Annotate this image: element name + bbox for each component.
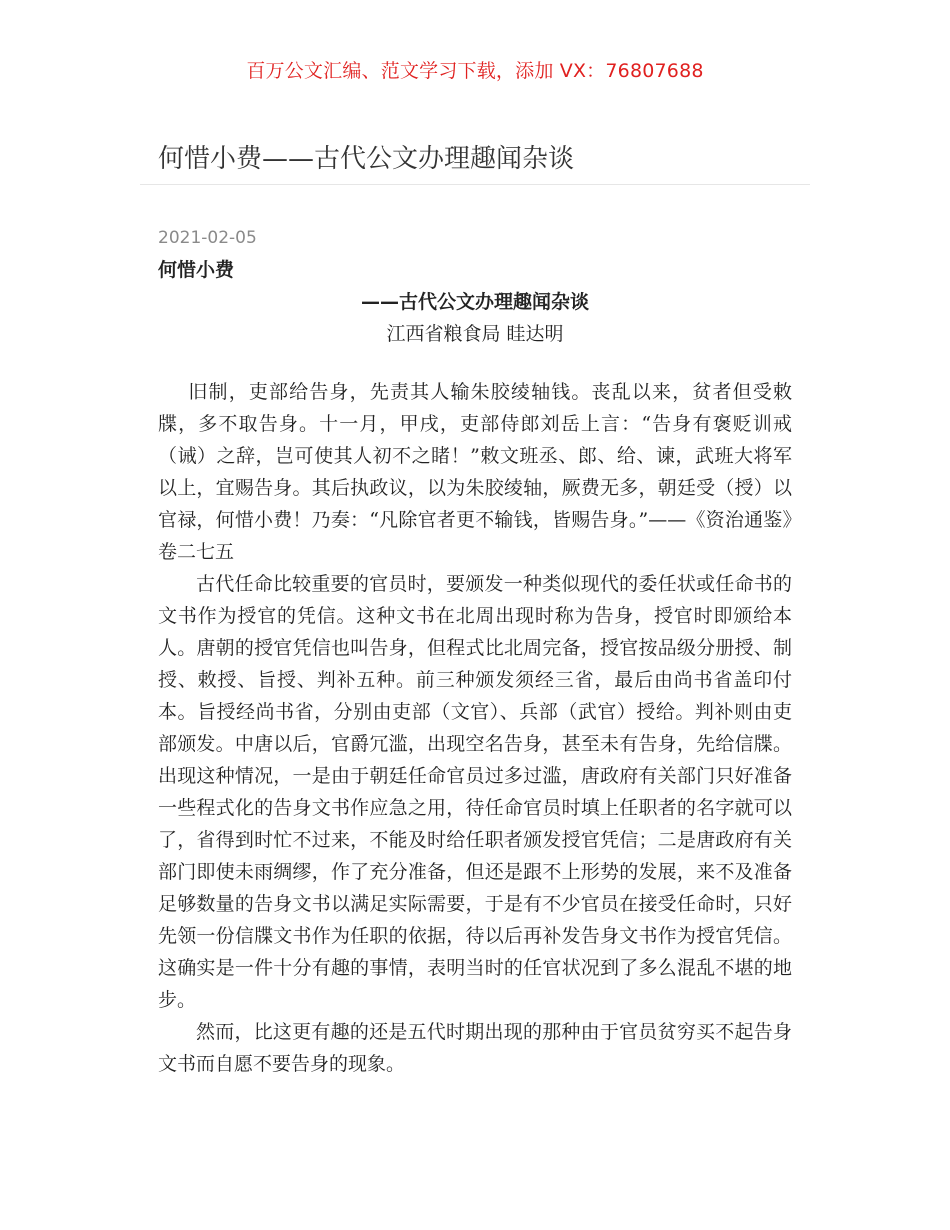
- article-author: 江西省粮食局 眭达明: [386, 323, 564, 345]
- article-title: 何惜小费: [158, 259, 235, 281]
- paragraph-quote: 旧制，吏部给告身，先责其人输朱胶绫轴钱。丧乱以来，贫者但受敕牒，多不取告身。十一月，甲戌，吏部侍郎刘岳上言：“告身有褒贬训戒（诫）之辞，岂可使其人初不之睹！”敕文班丞、郎、给、谏，武班大将军以上，宜赐告身。其后执政议，以为朱胶绫轴，厥费无多，朝廷受（授）以官禄，何惜小费！乃奏：“凡除官者更不输钱，皆赐告身。”——《资治通鉴》卷二七五: [158, 381, 792, 563]
- title-divider: [140, 184, 810, 185]
- page-title: 何惜小费——古代公文办理趣闻杂谈: [158, 144, 575, 174]
- article-subtitle: ——古代公文办理趣闻杂谈: [360, 291, 589, 313]
- paragraph: 然而，比这更有趣的还是五代时期出现的那种由于官员贫穷买不起告身文书而自愿不要告身的现象。: [158, 1021, 792, 1075]
- publish-date: 2021-02-05: [158, 228, 257, 248]
- paragraph: 古代任命比较重要的官员时，要颁发一种类似现代的委任状或任命书的文书作为授官的凭信。这种文书在北周出现时称为告身，授官时即颁给本人。唐朝的授官凭信也叫告身，但程式比北周完备，授官按品级分册授、制授、敕授、旨授、判补五种。前三种颁发须经三省，最后由尚书省盖印付本。旨授经尚书省，分别由吏部（文官）、兵部（武官）授给。判补则由吏部颁发。中唐以后，官爵冗滥，出现空名告身，甚至未有告身，先给信牒。出现这种情况，一是由于朝廷任命官员过多过滥，唐政府有关部门只好准备一些程式化的告身文书作应急之用，待任命官员时填上任职者的名字就可以了，省得到时忙不过来，不能及时给任职者颁发授官凭信；二是唐政府有关部门即使未雨绸缪，作了充分准备，但还是跟不上形势的发展，来不及准备足够数量的告身文书以满足实际需要，于是有不少官员在接受任命时，只好先领一份信牒文书作为任职的依据，待以后再补发告身文书作为授官凭信。这确实是一件十分有趣的事情，表明当时的任官状况到了多么混乱不堪的地步。: [158, 573, 792, 1011]
- article-body: [158, 376, 792, 1080]
- promo-banner: 百万公文汇编、范文学习下载，添加 VX：76807688: [246, 60, 704, 82]
